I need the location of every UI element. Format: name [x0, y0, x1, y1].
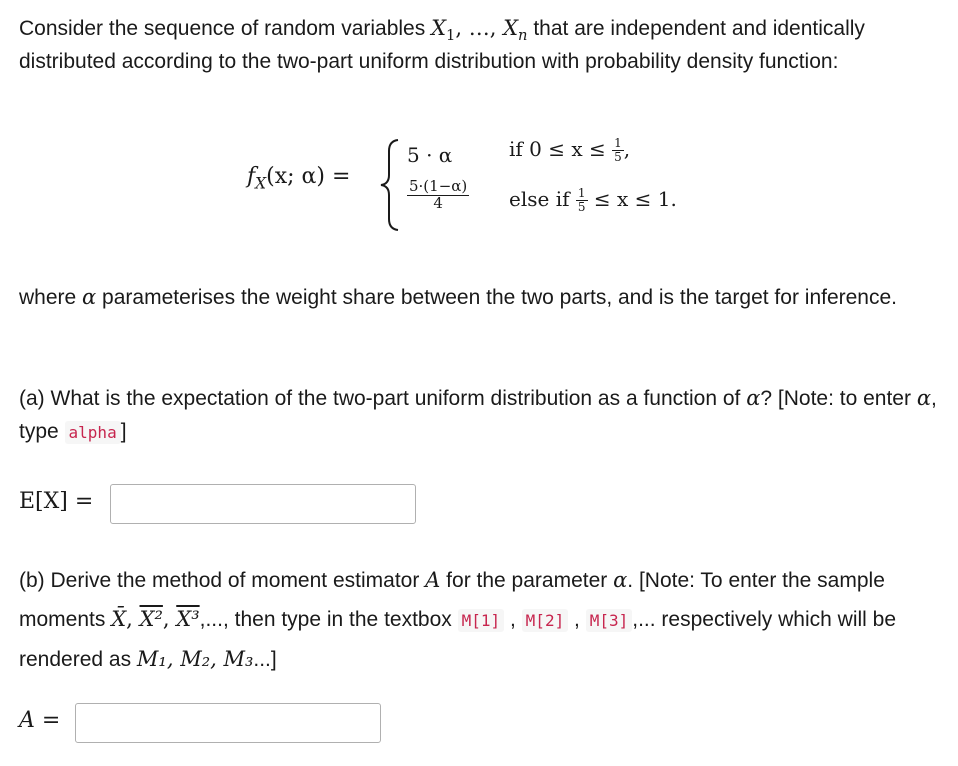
intro-paragraph: Consider the sequence of random variables $X_1$, …, $X_n$ that are independent and identically distributed according to the two-part uniform distribution with probability density function:: [19, 16, 865, 73]
code-m2: M[2]: [522, 609, 569, 632]
case2-condition: else if $\frac{1}{5}$ ≤ x ≤ 1.: [509, 186, 677, 214]
expectation-answer-input[interactable]: [110, 484, 416, 524]
pdf-formula: [247, 135, 767, 235]
code-alpha: alpha: [65, 421, 121, 444]
left-brace: [378, 137, 402, 233]
case2-value: $\frac{5\cdot(1-\alpha)}{4}$: [409, 177, 468, 212]
expectation-label: E[X] =: [19, 489, 94, 514]
pdf-lhs: $f_X(x$; α) =: [247, 164, 351, 193]
estimator-answer-input[interactable]: [75, 703, 381, 743]
code-m1: M[1]: [458, 609, 505, 632]
part-a-question: (a) What is the expectation of the two-part uniform distribution as a function of α? [Note: to enter α, type alpha ]: [19, 386, 937, 443]
case1-condition: if 0 ≤ x ≤ $\frac{1}{5}$ ,: [509, 136, 631, 164]
code-m3: M[3]: [586, 609, 633, 632]
case1-value: 5 · α: [407, 143, 453, 167]
estimator-label: A =: [19, 708, 61, 733]
where-paragraph: where α parameterises the weight share between the two parts, and is the target for inference.: [19, 285, 897, 309]
part-b-question: (b) Derive the method of moment estimator A for the parameter α. [Note: To enter the sample moments X̄, X², X³,..., then type in the textbox M[1] , M[2] , M[3] ,... respectively which will be rendered as M₁, M₂, M₃...]: [19, 568, 897, 671]
